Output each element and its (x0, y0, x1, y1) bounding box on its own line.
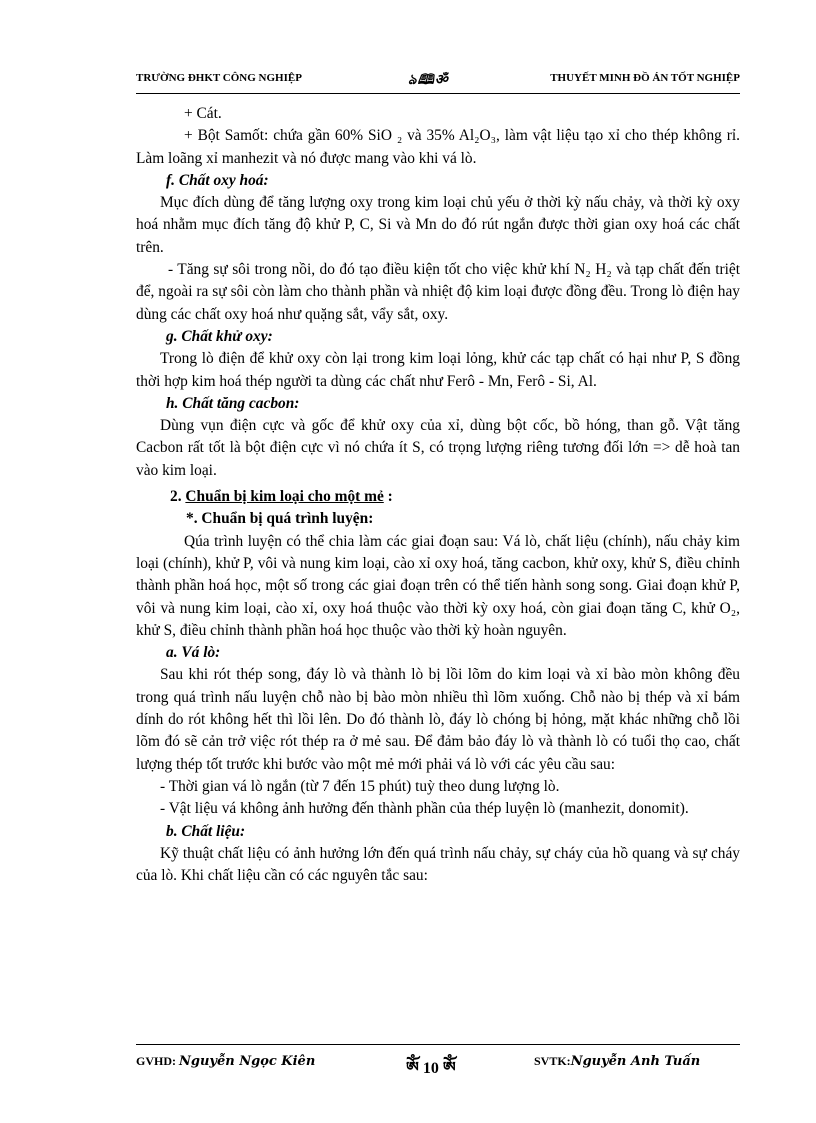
section-heading: b. Chất liệu: (166, 822, 246, 840)
paragraph: Qúa trình luyện có thể chia làm các giai đoạn sau: Vá lò, chất liệu (chính), nấu chảy kim loại (chính), khử P, vôi và nung kim loại, cào xỉ oxy hoá, tăng cacbon, khử oxy, khử S, điều chỉnh thành phần hoá học, một số trong các giai đoạn trên có thể tiến hành song song. Giai đoạn khử P, vôi và nung kim loại, cào xỉ, oxy hoá thuộc vào thời kỳ oxy hoá, còn giai đoạn tăng C, khử O₂, khử S, điều chỉnh thành phần hoá học thuộc vào thời kỳ hoàn nguyên. (136, 532, 740, 639)
page-number-value: 10 (422, 1060, 439, 1077)
page-ornament-right: ༀ (442, 1060, 456, 1077)
paragraph: - Tăng sự sôi trong nồi, do đó tạo điều kiện tốt cho việc khử khí N₂ H₂ và tạp chất đến triệt để, ngoài ra sự sôi còn làm cho thành phần và nhiệt độ kim loại được đồng đều. Trong lò điện hay dùng các chất oxy hoá như quặng sắt, vẩy sắt, oxy. (136, 261, 740, 323)
header-ornament: ঌ🕮ॐ (408, 73, 449, 88)
page-number (406, 1050, 456, 1095)
paragraph: - Vật liệu vá không ảnh hưởng đến thành phần của thép luyện lò (manhezit, donomit). (160, 800, 689, 818)
section-heading: h. Chất tăng cacbon: (166, 394, 300, 412)
subsection-heading: *. Chuẩn bị quá trình luyện: (186, 510, 374, 528)
chapter-heading (136, 486, 740, 508)
paragraph: Kỹ thuật chất liệu có ảnh hưởng lớn đến quá trình nấu chảy, sự cháy của hồ quang và sự cháy của lò. Khi chất liệu cần có các nguyên tắc sau: (136, 844, 740, 885)
paragraph: Dùng vụn điện cực và gốc để khử oxy của xỉ, dùng bột cốc, bồ hóng, than gỗ. Vật tăng Cacbon rất tốt là bột điện cực vì nó chứa ít S, có trọng lượng riêng tương đối lớn => dễ hoà tan vào kim loại. (136, 417, 740, 479)
header-title: THUYẾT MINH ĐỒ ÁN TỐT NGHIỆP (550, 72, 740, 84)
footer-advisor (136, 1054, 315, 1069)
chapter-colon: : (383, 488, 393, 506)
document-body (136, 103, 740, 887)
section-heading: f. Chất oxy hoá: (166, 171, 269, 189)
chapter-number: 2. (170, 488, 186, 506)
footer-student (534, 1054, 700, 1069)
footer-rule (136, 1044, 740, 1045)
paragraph: Sau khi rót thép song, đáy lò và thành lò bị lồi lõm do kim loại và xỉ bào mòn không đều trong quá trình nấu luyện chỗ nào bị bào mòn nhiều thì lõm xuống. Chỗ nào bị thép và xỉ bám dính do rót không hết thì lồi lên. Do đó thành lò, đáy lò chóng bị hỏng, mặt khác những chỗ lồi lõm đó sẽ cản trở việc rót thép ra ở mẻ sau. Để đảm bảo đáy lò và thành lò có tuổi thọ cao, chất lượng thép tốt trước khi bước vào một mẻ mới phải vá lò với các yêu cầu sau: (136, 666, 740, 773)
header-rule (136, 93, 740, 94)
section-heading: a. Vá lò: (166, 644, 221, 662)
student-label: SVTK: (534, 1054, 571, 1068)
advisor-name: Nguyễn Ngọc Kiên (179, 1054, 316, 1069)
page-footer (136, 1050, 740, 1077)
paragraph: + Bột Samốt: chứa gần 60% SiO ₂ và 35% Al₂O₃, làm vật liệu tạo xỉ cho thép không rỉ. Làm loãng xỉ manhezit và nó được mang vào khi vá lò. (136, 127, 740, 167)
paragraph: Trong lò điện để khử oxy còn lại trong kim loại lỏng, khử các tạp chất có hại như P, S đồng thời hợp kim hoá thép người ta dùng các chất như Ferô - Mn, Ferô - Si, Al. (136, 350, 740, 390)
paragraph: + Cát. (184, 105, 222, 122)
student-name: Nguyễn Anh Tuấn (570, 1054, 701, 1069)
paragraph: - Thời gian vá lò ngắn (từ 7 đến 15 phút) tuỳ theo dung lượng lò. (160, 777, 560, 795)
page-ornament-left: ༀ (406, 1060, 419, 1077)
paragraph: Mục đích dùng để tăng lượng oxy trong kim loại chủ yếu ở thời kỳ nấu chảy, và thời kỳ oxy hoá nhằm mục đích tăng độ khử P, C, Si và Mn do đó rút ngắn được thời gian oxy hoá các chất trên. (136, 194, 740, 256)
chapter-title: Chuẩn bị kim loại cho một mẻ (185, 488, 384, 506)
section-heading: g. Chất khử oxy: (166, 327, 273, 345)
advisor-label: GVHD: (136, 1054, 176, 1068)
page-header (136, 68, 740, 94)
header-school: TRƯỜNG ĐHKT CÔNG NGHIỆP (136, 72, 302, 84)
